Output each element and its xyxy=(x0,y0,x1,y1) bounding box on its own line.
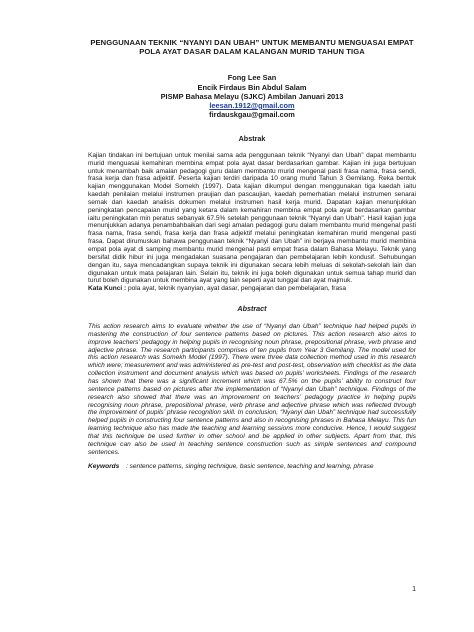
email-link[interactable]: leesan.1912@gmail.com xyxy=(209,100,295,110)
author-name: Fong Lee San xyxy=(227,73,277,83)
affiliation: PISMP Bahasa Melayu (SJKC) Ambilan Januari 2013 xyxy=(160,91,344,101)
abstrak-body: Kajian tindakan ini bertujuan untuk menilai sama ada penggunaan teknik “Nyanyi dan Ubah” dapat membantu murid menguasai kemahiran membina empat pola ayat dasar berdasarkan gambar. Kajian ini juga bertujuan untuk menambah baik amalan pedagogi guru dalam membantu murid mengenal pasti frasa nama, frasa sendi, frasa kerja dan frasa adjektif. Peserta kajian terdiri daripada 10 orang murid Tahun 3 Gemilang. Reka bentuk kajian menggunakan Model Somekh (1997). Data kajian dikumpul dengan menggunakan tiga kaedah iaitu kaedah penilaian melalui instrumen praujian dan pascaujian, kaedah pemerhatian melalui instrumen senarai semak dan kaedah analisis dokumen melalui instrumen hasil kerja murid. Dapatan kajian menunjukkan peningkatan pencapaian murid yang ketara dalam kemahiran membina empat pola ayat berdasarkan gambar iaitu peningkatan min peratus sebanyak 67.5% setelah penggunaan teknik “Nyanyi dan Ubah”. Hasil kajian juga menunjukkan adanya penambahbaikan dari segi amalan pedagogi guru dalam membantu murid mengenal pasti frasa nama, frasa sendi, frasa kerja dan frasa adjektif melalui peningkatan kemahiran murid mengenal pasti frasa. Dapat dirumuskan bahawa penggunaan teknik “Nyanyi dan Ubah” ini berjaya membantu murid membina empat pola ayat di samping membantu murid mengenal pasti empat frasa dalam Bahasa Melayu. Teknik yang bersifat didik hibur ini juga mengadakan suasana pengajaran dan pembelajaran lebih kondusif. Sehubungan dengan itu, saya mencadangkan supaya teknik ini digunakan secara lebih meluas di sekolah-sekolah lain dan digunakan untuk mata pelajaran lain. Selain itu, teknik ini juga boleh digunakan untuk semua tahap murid dan turut boleh digunakan untuk membina ayat yang lain seperti ayat tunggal dan ayat majmuk. xyxy=(88,151,416,285)
page-number: 1 xyxy=(412,586,416,593)
kata-kunci xyxy=(88,285,416,293)
email-text: firdauskgau@gmail.com xyxy=(209,109,295,119)
keywords-label: Keywords xyxy=(88,463,120,471)
supervisor-name: Encik Firdaus Bin Abdul Salam xyxy=(197,82,307,92)
kata-kunci-text: pola ayat, teknik nyanyian, ayat dasar, pengajaran dan pembelajaran, frasa xyxy=(126,285,347,293)
abstract-body: This action research aims to evaluate whether the use of “Nyanyi dan Ubah” technique had helped pupils in mastering the construction of four sentence patterns based on pictures. This action research also aims to improve teachers’ pedagogy in helping pupils in recognising noun phrase, prepositional phrase, verb phrase and adjective phrase. The research participants comprises of ten pupils from Year 3 Gemilang. The model used for this action research was Somekh Model (1997). There were three data collection method used in this research which were; measurement and was administered as pre-test and post-test, observation with checklist as the data collection instrument and document analysis which was based on pupils’ worksheets. Findings of the research has shown that there was a significant increment which was 67.5% on the pupils’ ability to construct four sentence patterns based on pictures after the implementation of “Nyanyi dan Ubah” technique. Findings of the research also showed that there was an improvement on teachers’ pedagogy practice in helping pupils recognising noun phrase, prepositional phrase, verb phrase and adjective phrase which was reflected through the improvement of pupils’ phrase recognition skill. In conclusion, “Nyanyi dan Ubah” technique had successfully helped pupils in constructing four sentence patterns and also in recognising phrases in Bahasa Melayu. This fun learning technique also has made the teaching and learning sessions more conducive. Hence, I would suggest that this technique be used further in other school and be applied in other subjects. Apart from that, this technique can also be used in teaching sentence construction such as simple sentences and compound sentences. xyxy=(88,323,416,456)
abstract-heading: Abstract xyxy=(237,304,267,314)
kata-kunci-label: Kata Kunci : xyxy=(88,285,127,293)
keywords xyxy=(88,463,416,471)
abstrak-heading: Abstrak xyxy=(238,133,266,143)
keywords-text: : sentence patterns, singing technique, basic sentence, teaching and learning, phrase xyxy=(126,463,374,471)
author-block xyxy=(88,73,416,118)
paper-title: PENGGUNAAN TEKNIK “NYANYI DAN UBAH” UNTUK MEMBANTU MENGUASAI EMPAT POLA AYAT DASAR DALAM KALANGAN MURID TAHUN TIGA xyxy=(90,38,414,57)
